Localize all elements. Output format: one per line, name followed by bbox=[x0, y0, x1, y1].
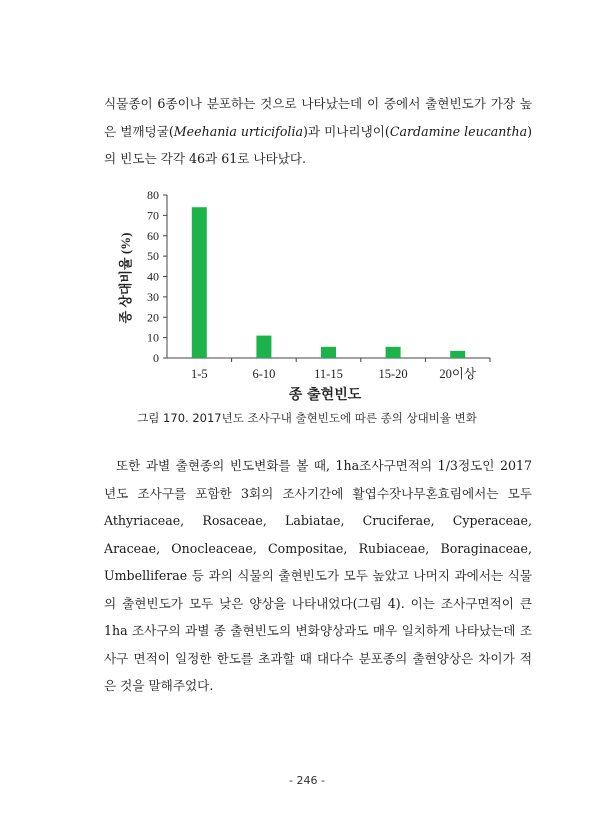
y-tick-label: 0 bbox=[153, 351, 159, 365]
para1-text-a: 식물종이 6종이나 분포하는 것으로 나타났는데 이 중에서 출현빈도가 가장 높은 벌깨덩굴( bbox=[104, 96, 532, 139]
body-paragraph-1 bbox=[104, 90, 532, 173]
y-tick-label: 40 bbox=[147, 269, 159, 284]
y-ticks bbox=[147, 188, 167, 365]
chart-axes bbox=[167, 195, 490, 358]
x-tick-label: 1-5 bbox=[190, 367, 208, 381]
page-number: - 246 - bbox=[289, 774, 325, 787]
body-paragraph-2 bbox=[104, 452, 532, 700]
bar bbox=[192, 207, 207, 358]
para1-text-b: )과 미나리냉이( bbox=[302, 123, 390, 139]
scientific-name-cardamine: Cardamine leucantha bbox=[389, 123, 528, 139]
y-tick-label: 80 bbox=[147, 188, 159, 202]
x-ticks bbox=[191, 358, 490, 381]
y-axis-label: 종 상대비율 (%) bbox=[118, 232, 133, 324]
y-tick-label: 30 bbox=[147, 289, 159, 304]
x-tick-label: 6-10 bbox=[252, 367, 276, 381]
para2-text: 또한 과별 출현종의 빈도변화를 볼 때, 1ha조사구면적의 1/3정도인 2017년도 조사구를 포함한 3회의 조사기간에 활엽수잣나무혼효림에서는 모두 Athyriaceae, Rosaceae, Labiatae, Cruciferae, Cyperaceae, Araceae, Onocleaceae, Compositae, Rubiaceae, Boraginaceae, Umbelliferae 등 과의 식물의 출현빈도가 모두 높았고 나머지 과에서는 식물의 출현빈도가 모두 낮은 양상을 나타내었다(그림 4). 이는 조사구면적이 큰 1ha 조사구의 과별 종 출현빈도의 변화양상과도 매우 일치하게 나타났는데 조사구 면적이 일정한 한도를 초과할 때 대다수 분포종의 출현양상은 차이가 적은 것을 말해주었다. bbox=[104, 458, 532, 693]
y-tick-label: 50 bbox=[147, 249, 159, 264]
y-tick-label: 20 bbox=[147, 310, 159, 325]
x-axis-label: 종 출현빈도 bbox=[288, 387, 362, 403]
x-tick-label: 15-20 bbox=[378, 367, 408, 381]
bar-chart bbox=[110, 180, 510, 405]
bar bbox=[450, 351, 465, 358]
bar bbox=[386, 347, 401, 358]
x-tick-label: 20이상 bbox=[439, 367, 477, 381]
scientific-name-meehania: Meehania urticifolia bbox=[173, 123, 303, 139]
para1-text-c: )의 빈도는 각각 46과 61로 나타났다. bbox=[104, 123, 533, 166]
bar bbox=[321, 347, 336, 358]
chart-bars bbox=[192, 207, 465, 358]
figure-caption: 그림 170. 2017년도 조사구내 출현빈도에 따른 종의 상대비율 변화 bbox=[137, 411, 477, 425]
y-tick-label: 10 bbox=[147, 330, 159, 345]
x-tick-label: 11-15 bbox=[314, 367, 343, 381]
y-tick-label: 70 bbox=[147, 208, 159, 223]
y-tick-label: 60 bbox=[147, 228, 159, 243]
bar bbox=[256, 336, 271, 358]
